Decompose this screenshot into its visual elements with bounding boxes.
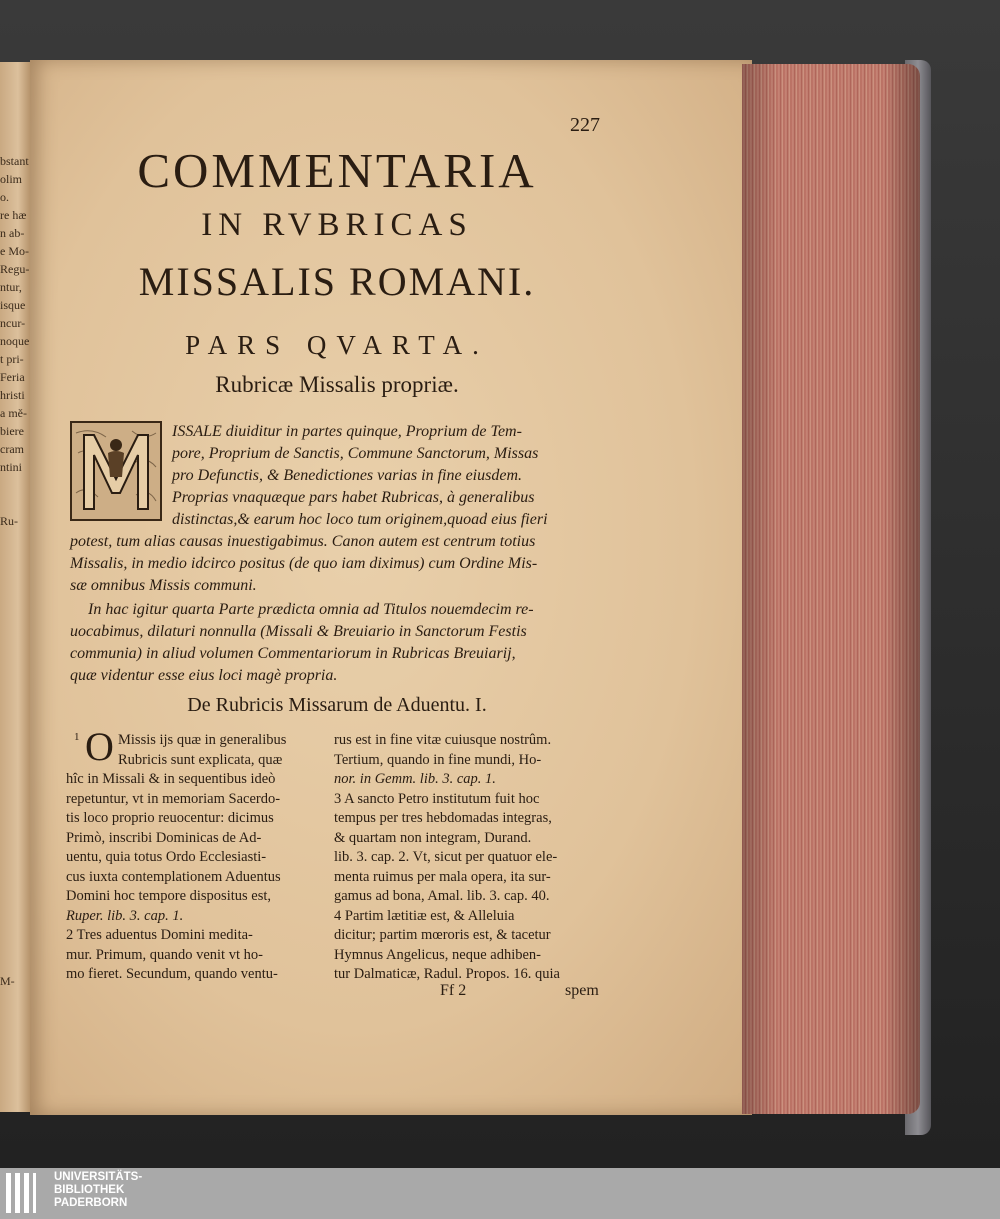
column-line: tis loco proprio reuocentur: dicimus (66, 810, 274, 826)
column-line: 4 Partim lætitiæ est, & Alleluia (334, 907, 515, 924)
column-line: cus iuxta contemplationem Aduentus (66, 868, 281, 885)
section-heading: De Rubricis Missarum de Aduentu. I. (187, 694, 487, 716)
left-fragment: re hæ (0, 208, 27, 222)
library-name-line: UNIVERSITÄTS- (54, 1171, 143, 1183)
decorated-initial-artwork (72, 423, 160, 519)
column-line: mo fieret. Secundum, quando ventu- (66, 966, 278, 982)
fore-edge-shadow (742, 64, 920, 1114)
drop-capital: O (85, 724, 114, 769)
intro-line: uocabimus, dilaturi nonnulla (Missali & Breuiario in Sanctorum Festis (70, 623, 527, 640)
left-fragment: a mě- (0, 406, 27, 420)
intro-line: quæ videntur esse eius loci magè propria. (70, 667, 338, 684)
column-line: 3 A sancto Petro institutum fuit hoc (334, 790, 540, 807)
left-fragment: e Mo- (0, 244, 29, 258)
library-logo-icon (6, 1173, 50, 1213)
column-line: nor. in Gemm. lib. 3. cap. 1. (334, 771, 496, 787)
left-fragment: Regu- (0, 262, 30, 276)
column-line: tur Dalmaticæ, Radul. Propos. 16. quia (334, 966, 560, 982)
left-fragment: Ru- (0, 514, 18, 528)
column-line: repetuntur, vt in memoriam Sacerdo- (66, 790, 281, 807)
intro-line: Missalis, in medio idcirco positus (de quo iam diximus) cum Ordine Mis- (70, 555, 538, 572)
intro-line: Proprias vnaquæque pars habet Rubricas, à generalibus (172, 489, 535, 506)
left-fragment: hristi (0, 388, 25, 402)
column-line: Primò, inscribi Dominicas de Ad- (66, 829, 262, 846)
title-line-2: IN RVBRICAS (201, 207, 473, 243)
signature-mark: Ff 2 (440, 982, 467, 999)
subtitle: Rubricæ Missalis propriæ. (215, 372, 459, 397)
intro-line: potest, tum alias causas inuestigabimus. Canon autem est centrum totius (70, 533, 536, 550)
right-column (334, 731, 560, 985)
column-line: mur. Primum, quando venit vt ho- (66, 946, 263, 963)
title-line-3: MISSALIS ROMANI. (138, 259, 536, 304)
left-fragment: Feria (0, 370, 25, 384)
column-line: rus est in fine vitæ cuiusque nostrûm. (334, 732, 552, 748)
left-column (118, 731, 286, 770)
column-line: Ruper. lib. 3. cap. 1. (66, 907, 184, 924)
column-line: dicitur; partim mœroris est, & tacetur (334, 927, 551, 943)
column-line: 2 Tres aduentus Domini medita- (66, 927, 253, 943)
page-number: 227 (570, 114, 600, 136)
left-fragment: cram (0, 442, 24, 456)
intro-line: sæ omnibus Missis communi. (70, 577, 257, 594)
column-line: Rubricis sunt explicata, quæ (118, 751, 283, 768)
title-line-1: COMMENTARIA (137, 143, 537, 198)
left-fragment: ntini (0, 460, 23, 474)
left-fragment: isque (0, 298, 26, 312)
intro-line: communia) in aliud volumen Commentariorum in Rubricas Breuiarij, (70, 645, 516, 662)
library-name (54, 1171, 142, 1210)
library-footer (0, 1168, 1000, 1219)
column-line: uentu, quia totus Ordo Ecclesiasti- (66, 849, 267, 865)
column-line: tempus per tres hebdomadas integras, (334, 810, 552, 826)
left-fragment: o. (0, 190, 9, 204)
intro-line: pro Defunctis, & Benedictiones varias in fine eiusdem. (172, 467, 523, 484)
left-fragment: ncur- (0, 316, 26, 330)
left-fragment: t pri- (0, 352, 24, 366)
left-fragment: M- (0, 974, 15, 988)
previous-page-edge (0, 62, 31, 1112)
decorated-initial (70, 421, 162, 521)
left-fragment: bstant (0, 154, 29, 168)
intro-line: distinctas,& earum hoc loco tum originem,quoad eius fieri (172, 511, 548, 528)
library-name-line: BIBLIOTHEK (54, 1184, 125, 1196)
column-line: hîc in Missali & in sequentibus ideò (66, 771, 276, 787)
catchword: spem (565, 982, 599, 999)
left-fragment: ntur, (0, 280, 22, 294)
left-column-body (66, 770, 281, 985)
intro-line: pore, Proprium de Sanctis, Commune Sanctorum, Missas (172, 445, 539, 462)
column-line: Domini hoc tempore dispositus est, (66, 888, 271, 904)
column-line: gamus ad bona, Amal. lib. 3. cap. 40. (334, 888, 550, 904)
left-fragment: biere (0, 424, 24, 438)
intro-line: In hac igitur quarta Parte prædicta omnia ad Titulos nouemdecim re- (88, 601, 534, 618)
column-line: Tertium, quando in fine mundi, Ho- (334, 751, 542, 768)
column-line: lib. 3. cap. 2. Vt, sicut per quatuor ele- (334, 849, 558, 865)
column-line: Hymnus Angelicus, neque adhiben- (334, 946, 541, 963)
column-line: & quartam non integram, Durand. (334, 829, 532, 846)
left-fragment: n ab- (0, 226, 25, 240)
column-line: Missis ijs quæ in generalibus (118, 732, 287, 748)
intro-line: ISSALE diuiditur in partes quinque, Proprium de Tem- (172, 423, 522, 440)
library-name-line: PADERBORN (54, 1197, 128, 1209)
left-fragment: olim (0, 172, 23, 186)
column-line: menta ruimus per mala opera, ita sur- (334, 868, 551, 885)
paragraph-number: 1 (74, 731, 80, 743)
part-heading: PARS QVARTA. (185, 330, 489, 360)
left-fragment: noque (0, 334, 30, 348)
